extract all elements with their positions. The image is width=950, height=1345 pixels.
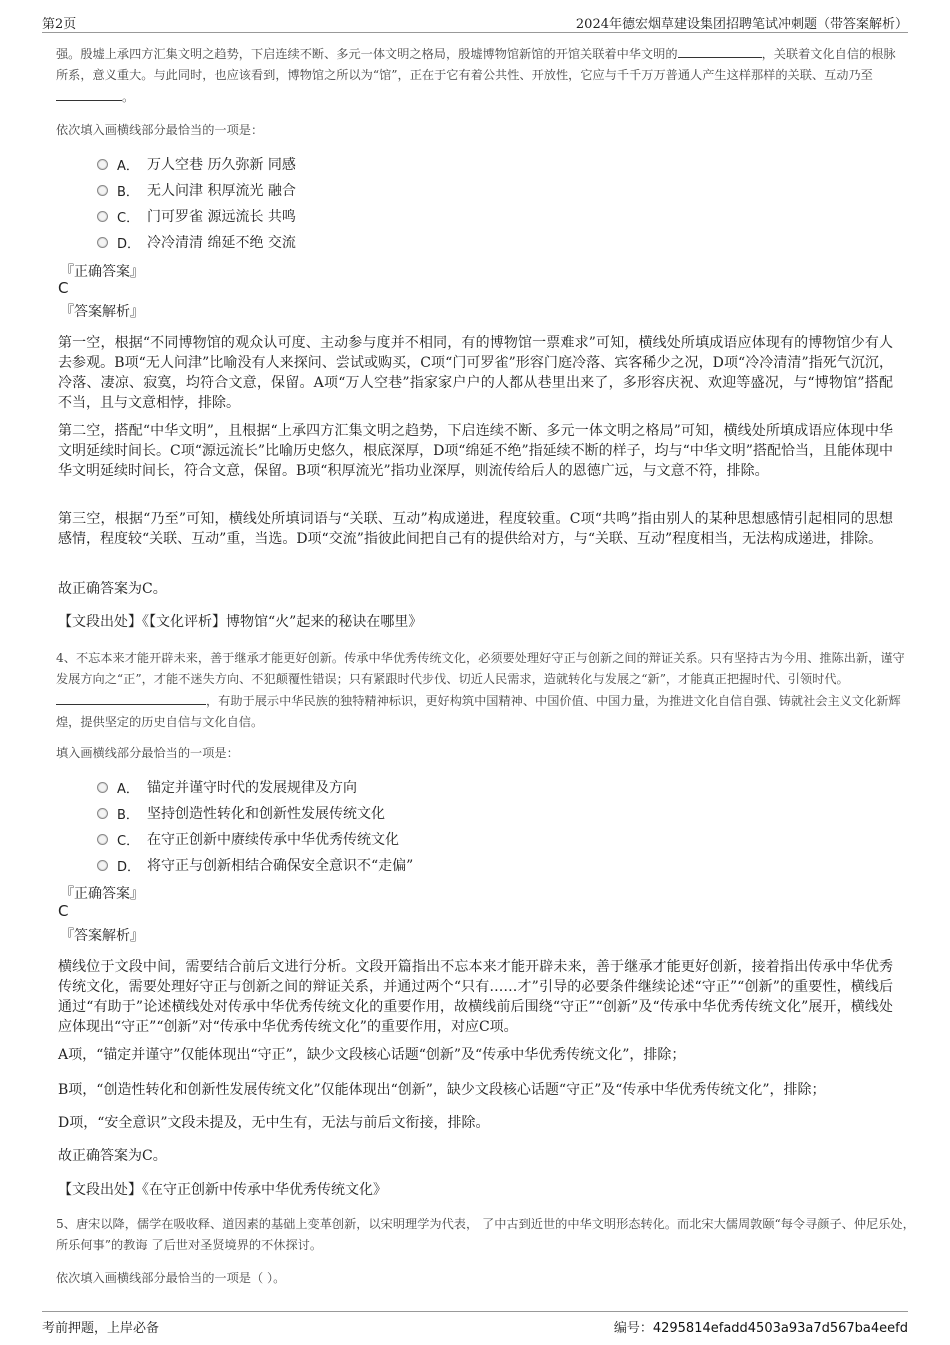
radio-icon[interactable] <box>97 808 108 819</box>
radio-icon[interactable] <box>97 237 108 248</box>
page-footer <box>42 1311 908 1336</box>
radio-icon[interactable] <box>97 159 108 170</box>
q4-analysis-paragraph: 横线位于文段中间，需要结合前后文进行分析。文段开篇指出不忘本来才能开辟未来，善于继承才能更好创新，接着指出传承中华优秀传统文化，需要处理好守正与创新之间的辩证关系，并通过两个“只有……才”引导的必要条件继续论述“守正”“创新”的重要性，横线后通过“有助于”论述横线处对传承中华优秀传统文化的重要作用，故横线前后围绕“守正”“创新”及“传承中华优秀传统文化”展开，横线处应体现出“守正”“创新”对“传承中华优秀传统文化”的重要作用，对应C项。 <box>58 959 893 1035</box>
radio-icon[interactable] <box>97 185 108 196</box>
q3-option-c[interactable]: C． 门可罗雀 源远流长 共鸣 <box>97 203 296 229</box>
q4-analysis-paragraph: A项，“锚定并谨守”仅能体现出“守正”，缺少文段核心话题“创新”及“传承中华优秀传统文化”，排除； <box>58 1047 686 1063</box>
q3-analysis-label: 『答案解析』 <box>60 304 144 320</box>
radio-icon[interactable] <box>97 860 108 871</box>
q3-answer-label: 『正确答案』 <box>60 264 144 280</box>
q4-prompt: 填入画横线部分最恰当的一项是： <box>56 746 239 760</box>
q5-passage: 5、唐宋以降，儒学在吸收释、道因素的基础上变革创新，以宋明理学为代表， 了中古到近世的中华文明形态转化。而北宋大儒周敦颐“每令寻颜子、仲尼乐处，所乐何事”的教诲 了后世对圣贤境界的不休探讨。 <box>56 1217 915 1252</box>
q3-source: 【文段出处】《【文化评析】博物馆“火”起来的秘诀在哪里》 <box>58 614 423 630</box>
radio-icon[interactable] <box>97 782 108 793</box>
q3-passage: 强。殷墟上承四方汇集文明之趋势，下启连续不断、多元一体文明之格局，殷墟博物馆新馆的开馆关联着中华文明的 ，关联着文化自信的根脉所系，意义重大。与此同时，也应该看到，博物馆之所以为“馆”，正在于它有着公共性、开放性，它应与千千万万普通人产生这样那样的关联、互动乃至。 <box>56 43 904 108</box>
q5-prompt: 依次填入画横线部分最恰当的一项是（ ）。 <box>56 1271 286 1285</box>
document-code: 编号：4295814efadd4503a93a7d567ba4eefd <box>613 1321 908 1336</box>
q4-option-a[interactable]: A． 锚定并谨守时代的发展规律及方向 <box>97 774 413 800</box>
document-title: 2024年德宏烟草建设集团招聘笔试冲刺题（带答案解析） <box>575 17 908 32</box>
q4-options <box>97 774 413 878</box>
q3-analysis-paragraph: 第二空，搭配“中华文明”，且根据“上承四方汇集文明之趋势，下启连续不断、多元一体文明之格局”可知，横线处所填成语应体现中华文明延续时间长。C项“源远流长”比喻历史悠久，根底深厚，D项“绵延不绝”指延续不断的样子，均与“中华文明”搭配恰当，且能体现中华文明延续时间长，符合文意，保留。B项“积厚流光”指功业深厚，则流传给后人的恩德广远，与文意不符，排除。 <box>58 423 893 479</box>
q3-prompt: 依次填入画横线部分最恰当的一项是： <box>56 123 264 137</box>
q4-answer-label: 『正确答案』 <box>60 886 144 902</box>
q4-source: 【文段出处】《在守正创新中传承中华优秀传统文化》 <box>58 1182 387 1198</box>
blank-line <box>56 690 206 705</box>
q4-option-c[interactable]: C． 在守正创新中赓续传承中华优秀传统文化 <box>97 826 413 852</box>
q4-option-d[interactable]: D． 将守正与创新相结合确保安全意识不“走偏” <box>97 852 413 878</box>
q3-option-d[interactable]: D． 冷冷清清 绵延不绝 交流 <box>97 229 296 255</box>
q4-conclusion: 故正确答案为C。 <box>58 1148 167 1164</box>
page-number: 第2页 <box>42 17 77 32</box>
radio-icon[interactable] <box>97 834 108 845</box>
q3-option-b[interactable]: B． 无人问津 积厚流光 融合 <box>97 177 296 203</box>
q4-passage: 4、不忘本来才能开辟未来，善于继承才能更好创新。传承中华优秀传统文化，必须要处理好守正与创新之间的辩证关系。只有坚持古为今用、推陈出新，谨守发展方向之“正”，才能不迷失方向、不犯颠覆性错误；只有紧跟时代步伐、切近人民需求，造就转化与发展之“新”，才能真正把握时代、引领时代。，有助于展示中华民族的独特精神标识，更好构筑中国精神、中国价值、中国力量，为推进文化自信自强、铸就社会主义文化新辉煌，提供坚定的历史自信与文化自信。 <box>56 651 905 729</box>
blank-line <box>678 43 762 58</box>
q3-answer: C <box>58 279 69 297</box>
q3-analysis-paragraph: 第三空，根据“乃至”可知，横线处所填词语与“关联、互动”构成递进，程度较重。C项“共鸣”指由别人的某种思想感情引起相同的思想感情，程度较“关联、互动”重，当选。D项“交流”指彼此间把自己有的提供给对方，与“关联、互动”程度相当，无法构成递进，排除。 <box>58 511 893 547</box>
radio-icon[interactable] <box>97 211 108 222</box>
q4-answer: C <box>58 902 69 920</box>
q3-options <box>97 151 296 255</box>
q3-option-a[interactable]: A． 万人空巷 历久弥新 同感 <box>97 151 296 177</box>
footer-slogan: 考前押题，上岸必备 <box>42 1321 160 1336</box>
q4-analysis-paragraph: B项，“创造性转化和创新性发展传统文化”仅能体现出“创新”，缺少文段核心话题“守正”及“传承中华优秀传统文化”，排除； <box>58 1082 826 1098</box>
q3-analysis-paragraph: 第一空，根据“不同博物馆的观众认可度、主动参与度并不相同，有的博物馆一票难求”可知，横线处所填成语应体现有的博物馆少有人去参观。B项“无人问津”比喻没有人来探问、尝试或购买，C项“门可罗雀”形容门庭冷落、宾客稀少之况，D项“冷冷清清”指死气沉沉，冷落、凄凉、寂寞，均符合文意，保留。A项“万人空巷”指家家户户的人都从巷里出来了，多形容庆祝、欢迎等盛况，与“博物馆”搭配不当，且与文意相悖，排除。 <box>58 335 893 411</box>
q4-analysis-label: 『答案解析』 <box>60 928 144 944</box>
q4-option-b[interactable]: B． 坚持创造性转化和创新性发展传统文化 <box>97 800 413 826</box>
q3-conclusion: 故正确答案为C。 <box>58 581 167 597</box>
q4-analysis-paragraph: D项，“安全意识”文段未提及，无中生有，无法与前后文衔接，排除。 <box>58 1115 490 1131</box>
blank-line <box>56 86 122 101</box>
page-header <box>42 10 908 33</box>
